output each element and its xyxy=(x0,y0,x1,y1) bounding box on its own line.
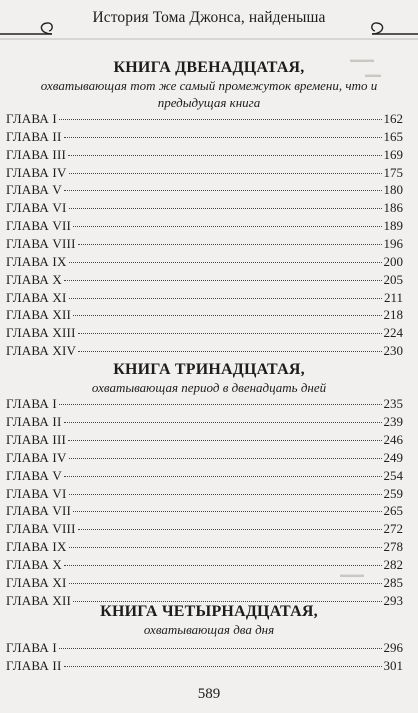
chapter-page-number: 175 xyxy=(383,164,403,180)
chapter-page-number: 272 xyxy=(383,521,403,537)
dot-leader xyxy=(64,280,381,281)
book-13-heading xyxy=(0,360,418,396)
chapter-page-number: 259 xyxy=(383,485,403,501)
chapter-label: ГЛАВА IX xyxy=(6,253,67,269)
toc-entry xyxy=(6,538,403,555)
chapter-label: ГЛАВА II xyxy=(6,413,62,429)
dot-leader xyxy=(69,262,382,263)
dot-leader xyxy=(59,119,382,120)
toc-entry xyxy=(6,289,403,306)
toc-entry xyxy=(6,253,403,270)
book-subtitle: охватывающая два дня xyxy=(143,622,275,637)
chapter-label: ГЛАВА V xyxy=(6,467,63,483)
chapter-page-number: 282 xyxy=(383,557,403,573)
chapter-label: ГЛАВА VI xyxy=(6,200,67,216)
toc-entry xyxy=(6,449,403,466)
dot-leader xyxy=(64,190,381,191)
toc-entry xyxy=(6,199,403,216)
toc-entry xyxy=(6,181,403,198)
dot-leader xyxy=(64,666,382,667)
toc-entry xyxy=(6,467,403,484)
chapter-page-number: 196 xyxy=(383,235,403,251)
chapter-label: ГЛАВА XI xyxy=(6,575,67,590)
toc-entry xyxy=(6,574,403,591)
toc-entry xyxy=(6,520,403,537)
chapter-label: ГЛАВА XII xyxy=(6,592,72,608)
book-title: КНИГА ЧЕТЫРНАДЦАТАЯ, xyxy=(100,603,318,620)
dot-leader xyxy=(73,226,381,227)
chapter-page-number: 211 xyxy=(383,289,403,305)
chapter-label: ГЛАВА X xyxy=(6,271,63,287)
dot-leader xyxy=(59,648,382,649)
chapter-page-number: 254 xyxy=(383,467,403,483)
chapter-label: ГЛАВА XIII xyxy=(6,325,76,341)
chapter-page-number: 200 xyxy=(383,253,403,269)
toc-entry xyxy=(6,271,403,288)
toc-entry xyxy=(6,306,403,323)
chapter-page-number: 224 xyxy=(383,325,403,341)
dot-leader xyxy=(64,476,381,477)
chapter-page-number: 239 xyxy=(383,413,403,429)
chapter-label: ГЛАВА X xyxy=(6,557,63,573)
chapter-label: ГЛАВА XIV xyxy=(6,343,77,359)
book-subtitle: охватывающая тот же самый промежуток времени, что и предыдущая книга xyxy=(40,78,378,110)
chapter-page-number: 278 xyxy=(383,539,403,555)
chapter-page-number: 169 xyxy=(383,146,403,162)
running-header-title: История Тома Джонса, найденыша xyxy=(92,9,326,26)
toc-entry xyxy=(6,556,403,573)
dot-leader xyxy=(64,137,382,138)
chapter-label: ГЛАВА III xyxy=(6,146,67,162)
toc-entry xyxy=(6,395,403,412)
chapter-page-number: 230 xyxy=(383,343,403,359)
chapter-label: ГЛАВА IV xyxy=(6,164,67,180)
chapter-page-number: 165 xyxy=(383,128,403,144)
chapter-label: ГЛАВА XI xyxy=(6,289,67,305)
chapter-page-number: 186 xyxy=(383,200,403,216)
dot-leader xyxy=(78,351,381,352)
dot-leader xyxy=(68,155,381,156)
dot-leader xyxy=(64,422,382,423)
chapter-label: ГЛАВА VIII xyxy=(6,235,76,251)
dot-leader xyxy=(69,173,382,174)
toc-entry xyxy=(6,217,403,234)
toc-entry xyxy=(6,413,403,430)
chapter-page-number: 205 xyxy=(383,271,403,287)
dot-leader xyxy=(68,440,381,441)
chapter-page-number: 285 xyxy=(383,575,403,590)
chapter-label: ГЛАВА IX xyxy=(6,539,67,555)
chapter-page-number: 296 xyxy=(383,640,403,655)
dot-leader xyxy=(78,244,382,245)
dot-leader xyxy=(78,529,382,530)
chapter-label: ГЛАВА I xyxy=(6,640,57,655)
chapter-label: ГЛАВА IV xyxy=(6,449,67,465)
toc-entry xyxy=(6,146,403,163)
toc-entry xyxy=(6,110,403,127)
chapter-label: ГЛАВА VII xyxy=(6,503,72,519)
dot-leader xyxy=(69,547,382,548)
chapter-label: ГЛАВА I xyxy=(6,396,57,411)
dot-leader xyxy=(73,511,381,512)
dot-leader xyxy=(64,565,381,566)
book-subtitle: охватывающая период в двенадцать дней xyxy=(91,380,327,395)
dot-leader xyxy=(78,333,382,334)
dot-leader xyxy=(69,583,382,584)
dot-leader xyxy=(73,315,381,316)
book-12-heading xyxy=(0,58,418,111)
chapter-page-number: 180 xyxy=(383,182,403,198)
book-title: КНИГА ТРИНАДЦАТАЯ, xyxy=(113,361,305,378)
dot-leader xyxy=(69,298,382,299)
chapter-label: ГЛАВА VIII xyxy=(6,521,76,537)
chapter-page-number: 293 xyxy=(383,592,403,608)
chapter-page-number: 249 xyxy=(383,449,403,465)
chapter-label: ГЛАВА XII xyxy=(6,307,72,323)
dot-leader xyxy=(59,404,382,405)
toc-entry xyxy=(6,128,403,145)
toc-entry xyxy=(6,639,403,656)
book-title: КНИГА ДВЕНАДЦАТАЯ, xyxy=(113,59,305,76)
book-14-heading xyxy=(0,602,418,638)
chapter-page-number: 265 xyxy=(383,503,403,519)
chapter-page-number: 218 xyxy=(383,307,403,323)
chapter-page-number: 162 xyxy=(383,111,403,126)
chapter-label: ГЛАВА V xyxy=(6,182,63,198)
toc-entry xyxy=(6,324,403,341)
running-header xyxy=(0,0,418,44)
chapter-page-number: 301 xyxy=(383,657,403,673)
toc-entry xyxy=(6,657,403,674)
dot-leader xyxy=(69,458,382,459)
toc-entry xyxy=(6,502,403,519)
chapter-label: ГЛАВА I xyxy=(6,111,57,126)
chapter-label: ГЛАВА III xyxy=(6,431,67,447)
chapter-label: ГЛАВА VI xyxy=(6,485,67,501)
toc-entry xyxy=(6,235,403,252)
chapter-label: ГЛАВА VII xyxy=(6,218,72,234)
chapter-page-number: 235 xyxy=(383,396,403,411)
chapter-page-number: 189 xyxy=(383,218,403,234)
chapter-label: ГЛАВА II xyxy=(6,128,62,144)
toc-entry xyxy=(6,485,403,502)
toc-entry xyxy=(6,342,403,359)
toc-entry xyxy=(6,164,403,181)
toc-entry xyxy=(6,431,403,448)
chapter-page-number: 246 xyxy=(383,431,403,447)
dot-leader xyxy=(69,494,382,495)
page-number: 589 xyxy=(197,686,221,702)
dot-leader xyxy=(69,208,382,209)
chapter-label: ГЛАВА II xyxy=(6,657,62,673)
